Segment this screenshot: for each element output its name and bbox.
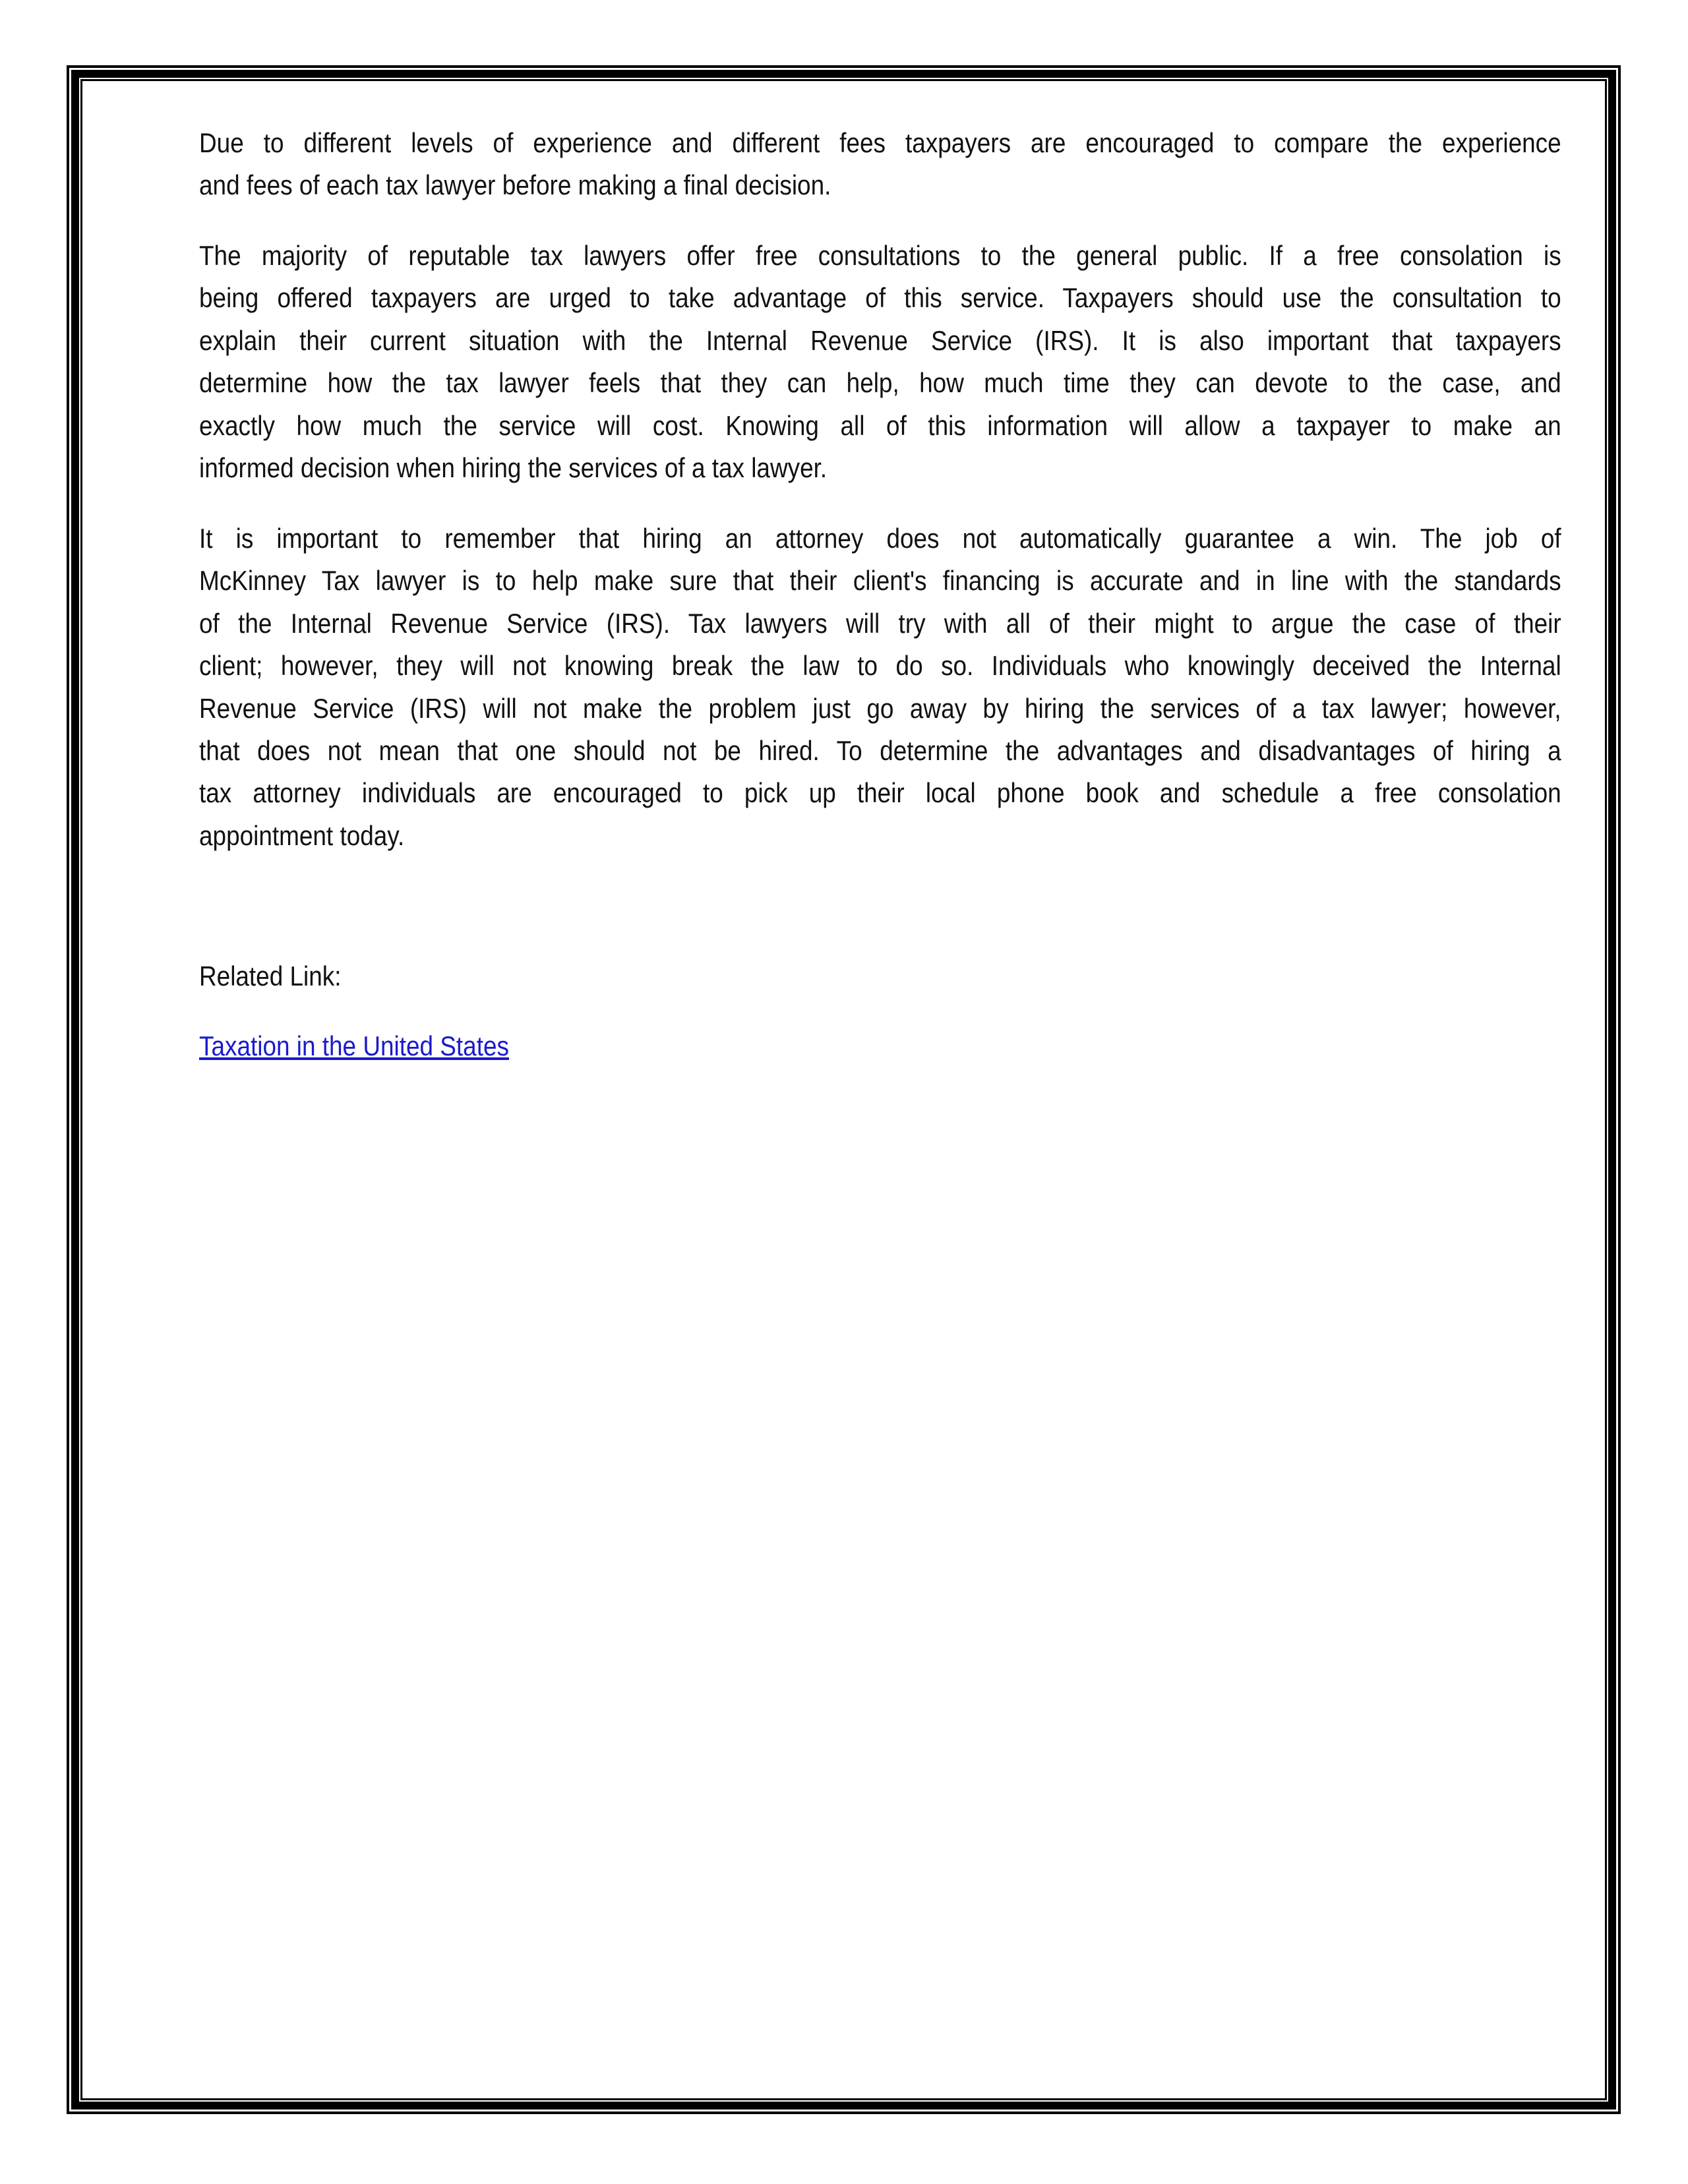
text-line: tax attorney individuals are encouraged to pick up their local phone book and schedule a free consolation <box>199 777 1561 809</box>
text-line: The majority of reputable tax lawyers offer free consultations to the general public. If a free consolation is <box>199 240 1561 271</box>
paragraph-1 <box>199 122 1561 207</box>
text-line: of the Internal Revenue Service (IRS). Tax lawyers will try with all of their might to argue the case of their <box>199 607 1561 639</box>
text-line: appointment today. <box>199 819 405 851</box>
paragraph-3 <box>199 517 1561 857</box>
text-line: Revenue Service (IRS) will not make the problem just go away by hiring the services of a tax lawyer; however, <box>199 692 1561 724</box>
related-link-block <box>199 1025 1561 1067</box>
text-line: and fees of each tax lawyer before making a final decision. <box>199 169 831 201</box>
text-line: that does not mean that one should not be hired. To determine the advantages and disadvantages of hiring a <box>199 735 1561 767</box>
text-line: being offered taxpayers are urged to take advantage of this service. Taxpayers should use the consultation to <box>199 282 1561 314</box>
text-line: client; however, they will not knowing break the law to do so. Individuals who knowingly deceived the Internal <box>199 650 1561 682</box>
text-line: McKinney Tax lawyer is to help make sure that their client's financing is accurate and in line with the standards <box>199 565 1561 597</box>
related-link-label-block <box>199 955 1561 997</box>
paragraph-2 <box>199 235 1561 489</box>
text-line: determine how the tax lawyer feels that they can help, how much time they can devote to the case, and <box>199 367 1561 399</box>
related-link-label: Related Link: <box>199 960 342 991</box>
text-line: exactly how much the service will cost. Knowing all of this information will allow a taxpayer to make an <box>199 409 1561 441</box>
text-line: It is important to remember that hiring an attorney does not automatically guarantee a win. The job of <box>199 523 1561 554</box>
text-line: Due to different levels of experience and different fees taxpayers are encouraged to compare the experience <box>199 127 1561 158</box>
text-line: informed decision when hiring the services of a tax lawyer. <box>199 452 828 484</box>
text-line: explain their current situation with the Internal Revenue Service (IRS). It is also important that taxpayers <box>199 324 1561 356</box>
related-link[interactable]: Taxation in the United States <box>199 1030 509 1061</box>
